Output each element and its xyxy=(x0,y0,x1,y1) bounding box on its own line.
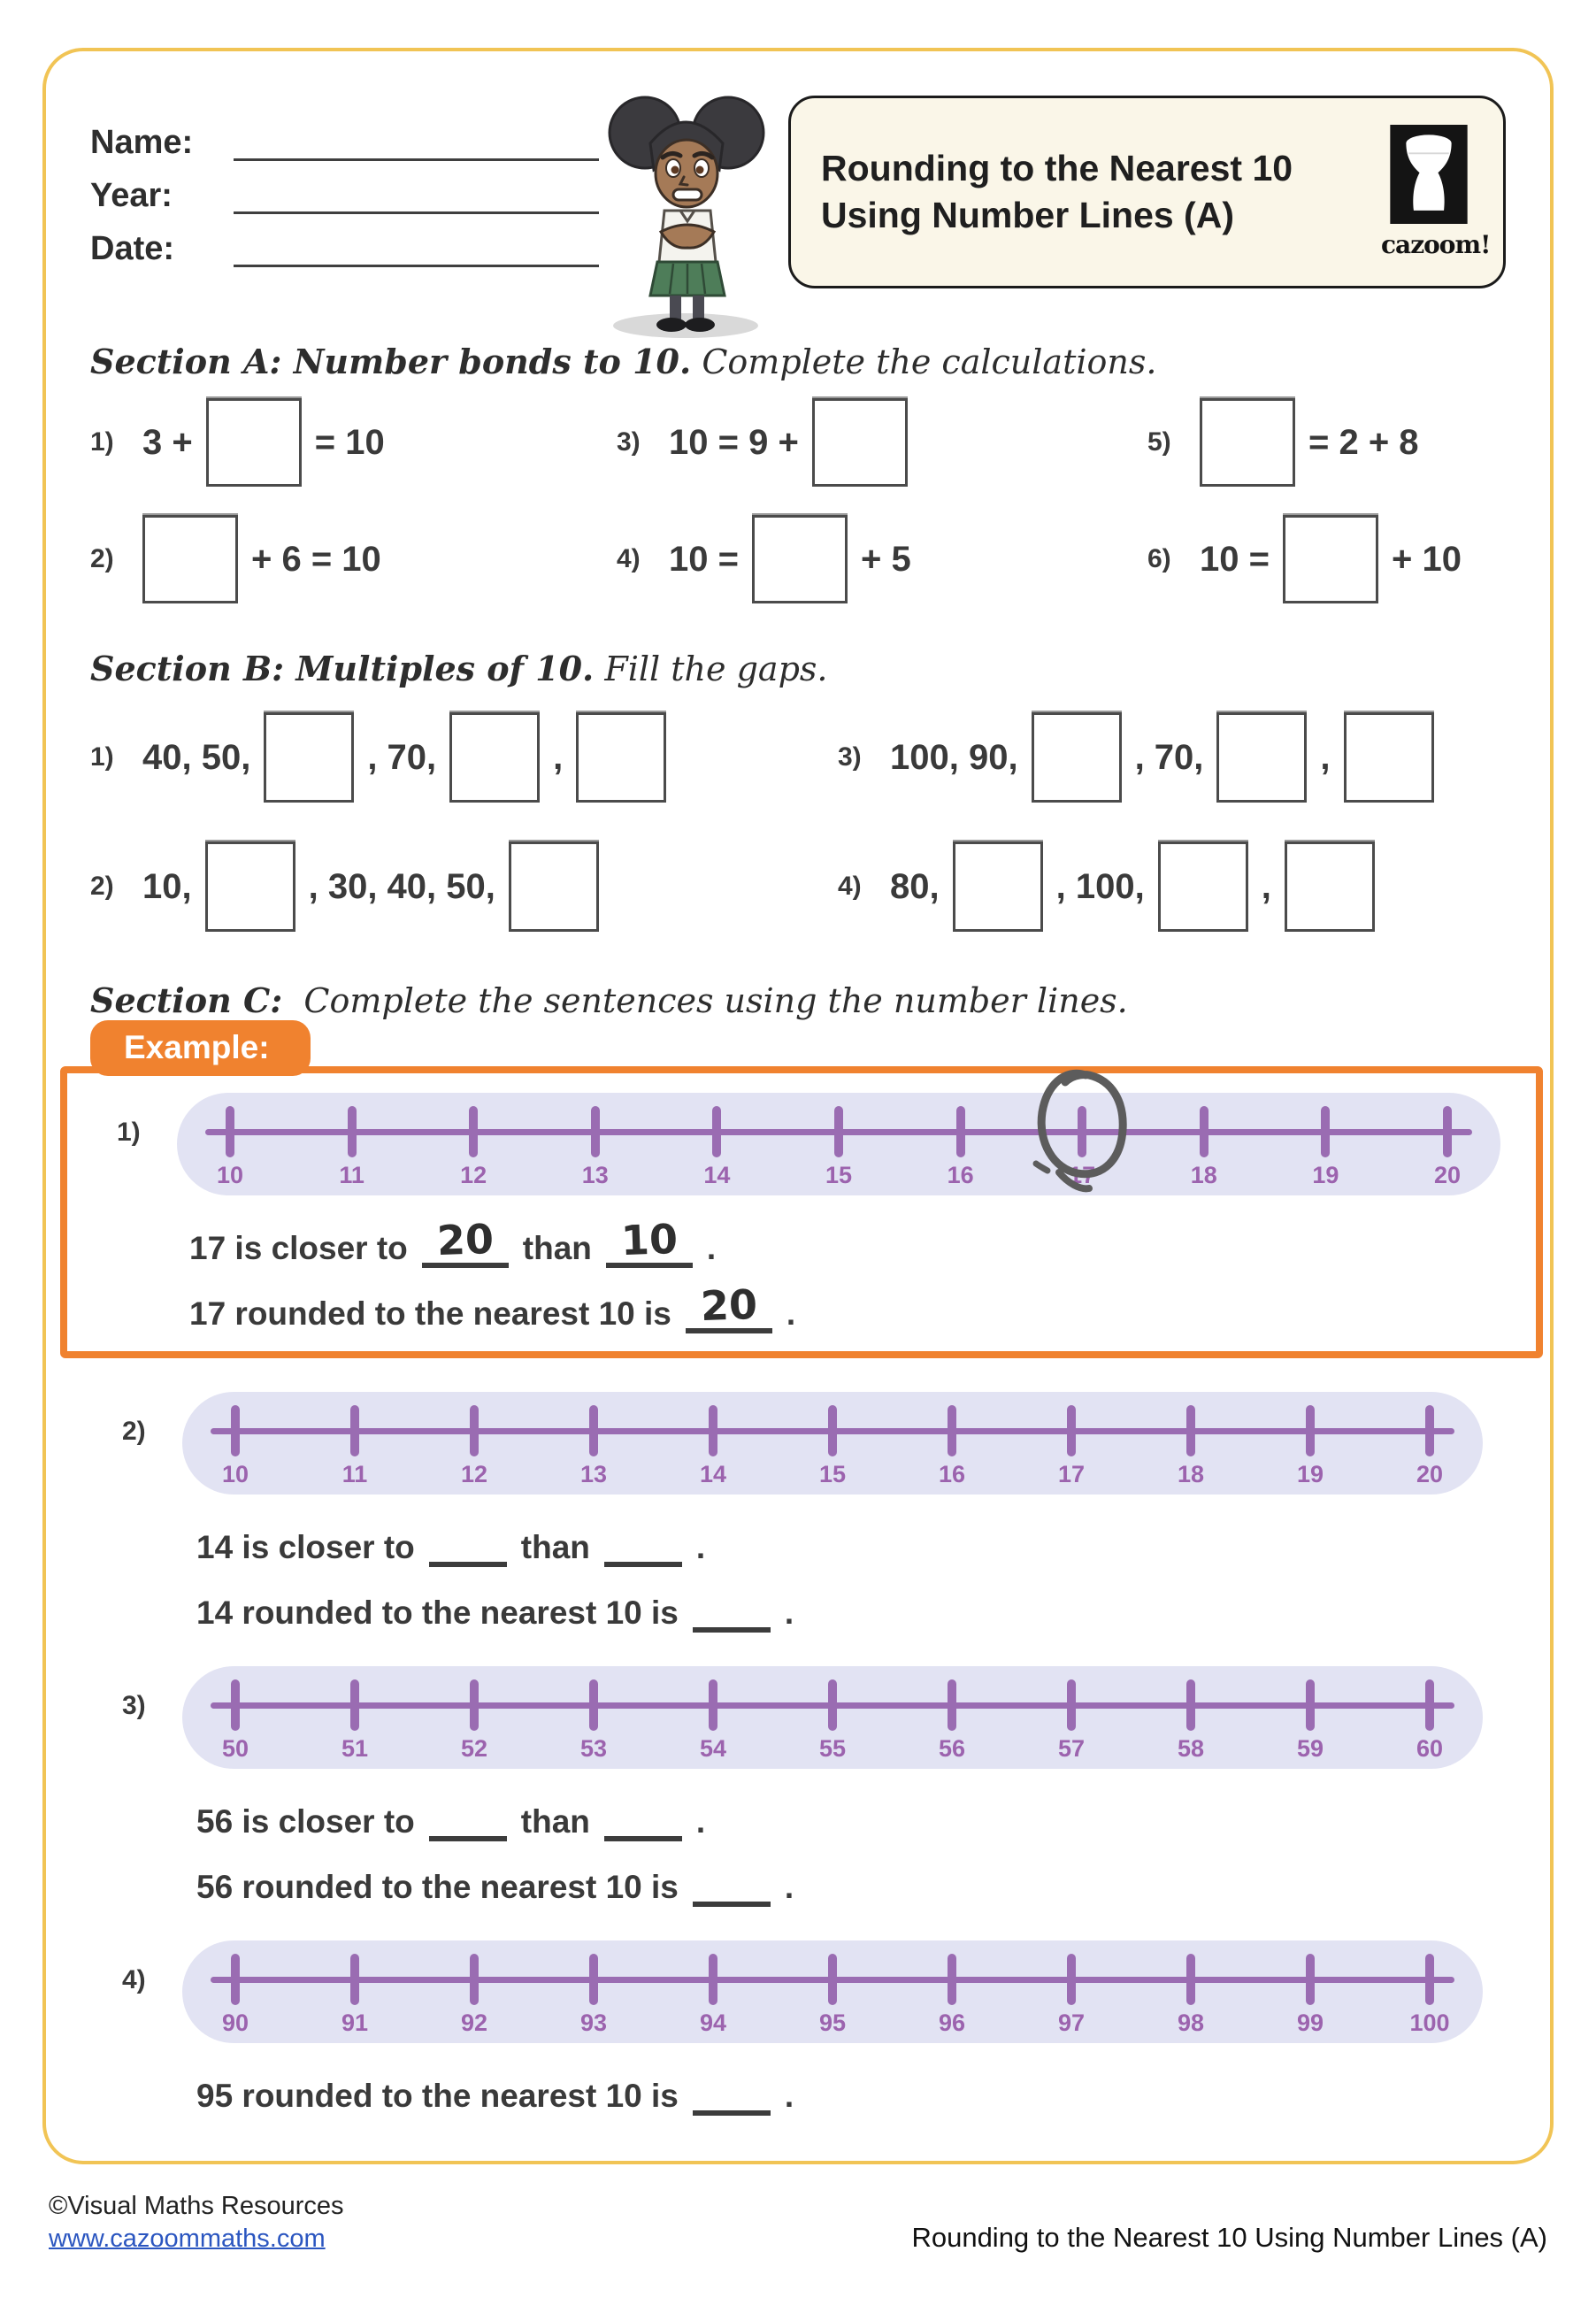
tick-mark xyxy=(709,1954,717,2005)
sentence xyxy=(189,1215,1516,1268)
example-box xyxy=(60,1029,1543,1358)
tick-mark xyxy=(948,1679,956,1731)
tick-mark xyxy=(470,1405,479,1456)
answer-box xyxy=(142,515,238,603)
tick-mark xyxy=(712,1106,721,1157)
sentence-text: . xyxy=(786,1295,796,1333)
answer-blank xyxy=(429,1795,507,1841)
tick-mark xyxy=(1186,1954,1195,2005)
tick-mark xyxy=(589,1954,598,2005)
tick-label: 14 xyxy=(703,1162,731,1188)
sentences xyxy=(196,2063,1506,2116)
tick-label: 20 xyxy=(1433,1162,1462,1188)
tick-mark xyxy=(1186,1405,1195,1456)
tick-mark xyxy=(589,1405,598,1456)
numberline-row xyxy=(67,1093,1516,1195)
answer-blank xyxy=(604,1795,682,1841)
tick-label: 93 xyxy=(579,2009,608,2036)
sentence xyxy=(196,2063,1506,2116)
field-write-line xyxy=(234,176,599,214)
problem-item xyxy=(838,697,1506,818)
sentence-text: 14 is closer to xyxy=(196,1529,415,1566)
problem-item xyxy=(1147,388,1506,496)
problem-text: = 2 + 8 xyxy=(1308,422,1419,462)
numberline-inner xyxy=(216,1093,1462,1195)
tick-mark xyxy=(470,1954,479,2005)
sentence-text: than xyxy=(520,1529,590,1566)
problem-text: , xyxy=(1320,737,1331,777)
numberline xyxy=(182,1666,1483,1769)
sentences xyxy=(196,1514,1506,1633)
example-answer-value: 20 xyxy=(435,1214,495,1265)
tick-mark xyxy=(1306,1679,1315,1731)
tick-label: 19 xyxy=(1312,1162,1339,1188)
tick-mark xyxy=(226,1106,234,1157)
tick-label: 59 xyxy=(1296,1735,1324,1762)
tick-label: 54 xyxy=(699,1735,727,1762)
problem-number: 1) xyxy=(90,427,114,457)
tick-label: 11 xyxy=(341,1461,368,1487)
sentence-text: than xyxy=(520,1803,590,1840)
sentence-text: 95 rounded to the nearest 10 is xyxy=(196,2078,679,2115)
section-a-heading-bold: Section A: Number bonds to 10. xyxy=(90,342,692,381)
answer-blank xyxy=(429,1521,507,1567)
tick-label: 10 xyxy=(216,1162,244,1188)
tick-mark xyxy=(1321,1106,1330,1157)
tick-mark xyxy=(589,1679,598,1731)
numberline-inner xyxy=(221,1392,1444,1495)
example-tab: Example: xyxy=(90,1020,311,1076)
sentence xyxy=(189,1280,1516,1333)
problem-number: 4) xyxy=(617,544,641,573)
tick-mark xyxy=(1443,1106,1452,1157)
sentence-text: . xyxy=(784,1869,794,1906)
answer-box xyxy=(1283,515,1378,603)
problem-number: 4) xyxy=(838,872,862,901)
problem-number: 2) xyxy=(122,1417,146,1446)
numberline-problem xyxy=(67,1093,1516,1333)
website-link[interactable]: www.cazoommaths.com xyxy=(49,2225,326,2254)
tick-mark xyxy=(709,1679,717,1731)
tick-mark xyxy=(828,1405,837,1456)
problem-text: 10 = 9 + xyxy=(669,422,799,462)
answer-box xyxy=(1200,398,1295,487)
student-field xyxy=(90,108,599,161)
problem-text: 10 = xyxy=(669,539,739,579)
problem-text: 40, 50, xyxy=(142,737,251,777)
tick-mark xyxy=(591,1106,600,1157)
cazoom-logo xyxy=(1381,125,1491,259)
tick-label: 97 xyxy=(1057,2009,1086,2036)
tick-mark xyxy=(1425,1954,1434,2005)
problem-item xyxy=(617,388,1147,496)
tick-mark xyxy=(350,1405,359,1456)
tick-label: 16 xyxy=(947,1162,974,1188)
footer-doc-title: Rounding to the Nearest 10 Using Number Lines (A) xyxy=(911,2222,1547,2254)
tick-label: 53 xyxy=(579,1735,608,1762)
worksheet-page xyxy=(42,48,1554,2164)
sentences xyxy=(196,1788,1506,1907)
field-write-line xyxy=(234,229,599,267)
numberline-problem xyxy=(90,1666,1506,1907)
djembe-drum-icon xyxy=(1390,125,1468,224)
tick-label: 18 xyxy=(1177,1461,1205,1487)
section-c-heading-bold: Section C: xyxy=(90,980,283,1020)
cazoom-logo-text: cazoom! xyxy=(1381,230,1491,259)
sentence-text: 17 is closer to xyxy=(189,1230,408,1267)
answer-box xyxy=(1158,841,1248,932)
problem-number: 2) xyxy=(90,872,114,901)
example-answer-line xyxy=(686,1275,772,1333)
sentence xyxy=(196,1854,1506,1907)
answer-box xyxy=(1032,712,1122,803)
tick-mark xyxy=(956,1106,965,1157)
tick-label: 12 xyxy=(460,1461,488,1487)
problem-text: + 10 xyxy=(1391,539,1462,579)
section-c-heading xyxy=(90,980,1506,1020)
tick-mark xyxy=(469,1106,478,1157)
tick-label: 50 xyxy=(221,1735,249,1762)
tick-mark xyxy=(1425,1405,1434,1456)
tick-label: 12 xyxy=(460,1162,487,1188)
tick-label: 17 xyxy=(1069,1162,1096,1188)
tick-label: 99 xyxy=(1296,2009,1324,2036)
problem-text: , 100, xyxy=(1055,866,1145,906)
sentence-text: . xyxy=(695,1529,706,1566)
sentence xyxy=(196,1579,1506,1633)
tick-label: 100 xyxy=(1409,2009,1450,2036)
tick-mark xyxy=(231,1679,240,1731)
sentence-text: . xyxy=(706,1230,717,1267)
tick-mark xyxy=(231,1405,240,1456)
problem-number: 1) xyxy=(90,742,114,772)
answer-box xyxy=(576,712,666,803)
footer-left xyxy=(49,2187,344,2254)
field-write-line xyxy=(234,123,599,161)
tick-mark xyxy=(834,1106,843,1157)
numberline-row xyxy=(90,1940,1506,2043)
problem-number: 1) xyxy=(117,1118,141,1147)
copyright-text: ©Visual Maths Resources xyxy=(49,2192,344,2220)
student-illustration xyxy=(599,85,776,342)
example-answer-value: 20 xyxy=(699,1279,758,1331)
numberline xyxy=(182,1940,1483,2043)
tick-label: 10 xyxy=(221,1461,249,1487)
sentence-text: 17 rounded to the nearest 10 is xyxy=(189,1295,671,1333)
tick-label: 15 xyxy=(825,1162,853,1188)
problem-number: 3) xyxy=(838,742,862,772)
hand-drawn-circle-annotation xyxy=(1029,1061,1135,1210)
answer-box xyxy=(449,712,540,803)
example-answer-value: 10 xyxy=(619,1214,679,1265)
tick-label: 96 xyxy=(938,2009,966,2036)
numberline xyxy=(182,1392,1483,1495)
tick-label: 58 xyxy=(1177,1735,1205,1762)
section-c-problems xyxy=(90,1392,1506,2116)
tick-mark xyxy=(1186,1679,1195,1731)
title-box xyxy=(788,96,1506,288)
tick-label: 16 xyxy=(938,1461,966,1487)
student-field xyxy=(90,161,599,214)
problem-item xyxy=(90,388,617,496)
answer-box xyxy=(953,841,1043,932)
tick-mark xyxy=(231,1954,240,2005)
worksheet-title xyxy=(821,145,1293,240)
section-b-problems xyxy=(90,697,1506,947)
problem-item xyxy=(90,697,838,818)
tick-label: 98 xyxy=(1177,2009,1205,2036)
answer-box xyxy=(509,841,599,932)
tick-label: 13 xyxy=(581,1162,609,1188)
tick-mark xyxy=(350,1954,359,2005)
answer-box xyxy=(1344,712,1434,803)
sentences xyxy=(189,1215,1516,1333)
section-a-heading-italic: Complete the calculations. xyxy=(702,342,1157,381)
section-a-heading xyxy=(90,342,1506,381)
tick-mark xyxy=(709,1405,717,1456)
answer-box xyxy=(812,398,908,487)
tick-label: 55 xyxy=(818,1735,847,1762)
tick-mark xyxy=(948,1954,956,2005)
tick-label: 56 xyxy=(938,1735,966,1762)
numberline-problem xyxy=(90,1392,1506,1633)
tick-label: 57 xyxy=(1057,1735,1086,1762)
problem-text: = 10 xyxy=(314,422,385,462)
problem-number: 3) xyxy=(617,427,641,457)
tick-mark xyxy=(348,1106,357,1157)
numberline-inner xyxy=(221,1666,1444,1769)
problem-text: 100, 90, xyxy=(890,737,1018,777)
answer-box xyxy=(1216,712,1307,803)
tick-label: 14 xyxy=(699,1461,727,1487)
tick-label: 95 xyxy=(818,2009,847,2036)
problem-text: , 70, xyxy=(367,737,437,777)
problem-item xyxy=(617,505,1147,613)
tick-label: 52 xyxy=(460,1735,488,1762)
problem-text: + 5 xyxy=(860,539,911,579)
tick-label: 90 xyxy=(221,2009,249,2036)
tick-mark xyxy=(1425,1679,1434,1731)
problem-text: , xyxy=(1261,866,1271,906)
problem-item xyxy=(1147,505,1506,613)
tick-mark xyxy=(828,1679,837,1731)
answer-blank xyxy=(693,1861,771,1907)
sentence-text: . xyxy=(784,2078,794,2115)
tick-label: 94 xyxy=(699,2009,727,2036)
sentence-text: 14 rounded to the nearest 10 is xyxy=(196,1595,679,1632)
tick-label: 15 xyxy=(818,1461,847,1487)
problem-number: 5) xyxy=(1147,427,1171,457)
sentence xyxy=(196,1788,1506,1841)
problem-number: 2) xyxy=(90,544,114,573)
problem-text: 10, xyxy=(142,866,192,906)
student-fields xyxy=(90,83,599,267)
tick-mark xyxy=(828,1954,837,2005)
student-field xyxy=(90,214,599,267)
tick-mark xyxy=(470,1679,479,1731)
section-b-heading xyxy=(90,649,1506,688)
problem-number: 3) xyxy=(122,1691,146,1720)
worksheet-title-line2: Using Number Lines (A) xyxy=(821,195,1234,235)
answer-box xyxy=(752,515,848,603)
field-label: Date: xyxy=(90,230,175,267)
problem-text: 3 + xyxy=(142,422,193,462)
tick-mark xyxy=(1306,1405,1315,1456)
sentence-text: . xyxy=(784,1595,794,1632)
tick-label: 51 xyxy=(341,1735,369,1762)
tick-mark xyxy=(1200,1106,1209,1157)
problem-text: 10 = xyxy=(1200,539,1270,579)
problem-number: 6) xyxy=(1147,544,1171,573)
answer-blank xyxy=(693,2070,771,2116)
tick-mark xyxy=(1067,1679,1076,1731)
tick-mark xyxy=(350,1679,359,1731)
problem-item xyxy=(838,826,1506,947)
problem-text: , 70, xyxy=(1134,737,1204,777)
numberline xyxy=(177,1093,1500,1195)
answer-box xyxy=(1285,841,1375,932)
sentence xyxy=(196,1514,1506,1567)
problem-item xyxy=(90,505,617,613)
sentence-text: 56 is closer to xyxy=(196,1803,415,1840)
field-label: Year: xyxy=(90,177,173,214)
section-b-heading-bold: Section B: Multiples of 10. xyxy=(90,649,595,688)
problem-number: 4) xyxy=(122,1965,146,1994)
tick-label: 17 xyxy=(1057,1461,1086,1487)
header xyxy=(90,83,1506,301)
tick-label: 18 xyxy=(1190,1162,1217,1188)
tick-label: 91 xyxy=(341,2009,369,2036)
tick-label: 13 xyxy=(579,1461,608,1487)
numberline-problem xyxy=(90,1940,1506,2116)
tick-label: 60 xyxy=(1416,1735,1444,1762)
answer-box xyxy=(206,398,302,487)
worksheet-title-line1: Rounding to the Nearest 10 xyxy=(821,147,1293,188)
example-content xyxy=(67,1093,1516,1333)
sentence-text: . xyxy=(695,1803,706,1840)
answer-blank xyxy=(693,1587,771,1633)
section-b-heading-italic: Fill the gaps. xyxy=(604,649,828,688)
problem-text: , xyxy=(553,737,564,777)
tick-mark xyxy=(1067,1405,1076,1456)
problem-item xyxy=(90,826,838,947)
numberline-row xyxy=(90,1666,1506,1769)
numberline-row xyxy=(90,1392,1506,1495)
tick-label: 20 xyxy=(1416,1461,1444,1487)
tick-label: 92 xyxy=(460,2009,488,2036)
example-answer-line xyxy=(422,1210,509,1268)
sentence-text: 56 rounded to the nearest 10 is xyxy=(196,1869,679,1906)
tick-label: 19 xyxy=(1296,1461,1324,1487)
example-answer-line xyxy=(606,1210,693,1268)
sentence-text: than xyxy=(522,1230,592,1267)
section-a-problems xyxy=(90,388,1506,613)
problem-text: , 30, 40, 50, xyxy=(308,866,495,906)
answer-box xyxy=(264,712,354,803)
problem-text: + 6 = 10 xyxy=(251,539,381,579)
numberline-inner xyxy=(221,1940,1450,2043)
tick-mark xyxy=(1306,1954,1315,2005)
answer-box xyxy=(205,841,295,932)
answer-blank xyxy=(604,1521,682,1567)
tick-mark xyxy=(1067,1954,1076,2005)
page-footer xyxy=(49,2187,1547,2254)
tick-mark xyxy=(948,1405,956,1456)
tick-label: 11 xyxy=(339,1162,364,1188)
field-label: Name: xyxy=(90,124,194,161)
section-c-heading-italic: Complete the sentences using the number lines. xyxy=(303,981,1128,1020)
problem-text: 80, xyxy=(890,866,940,906)
